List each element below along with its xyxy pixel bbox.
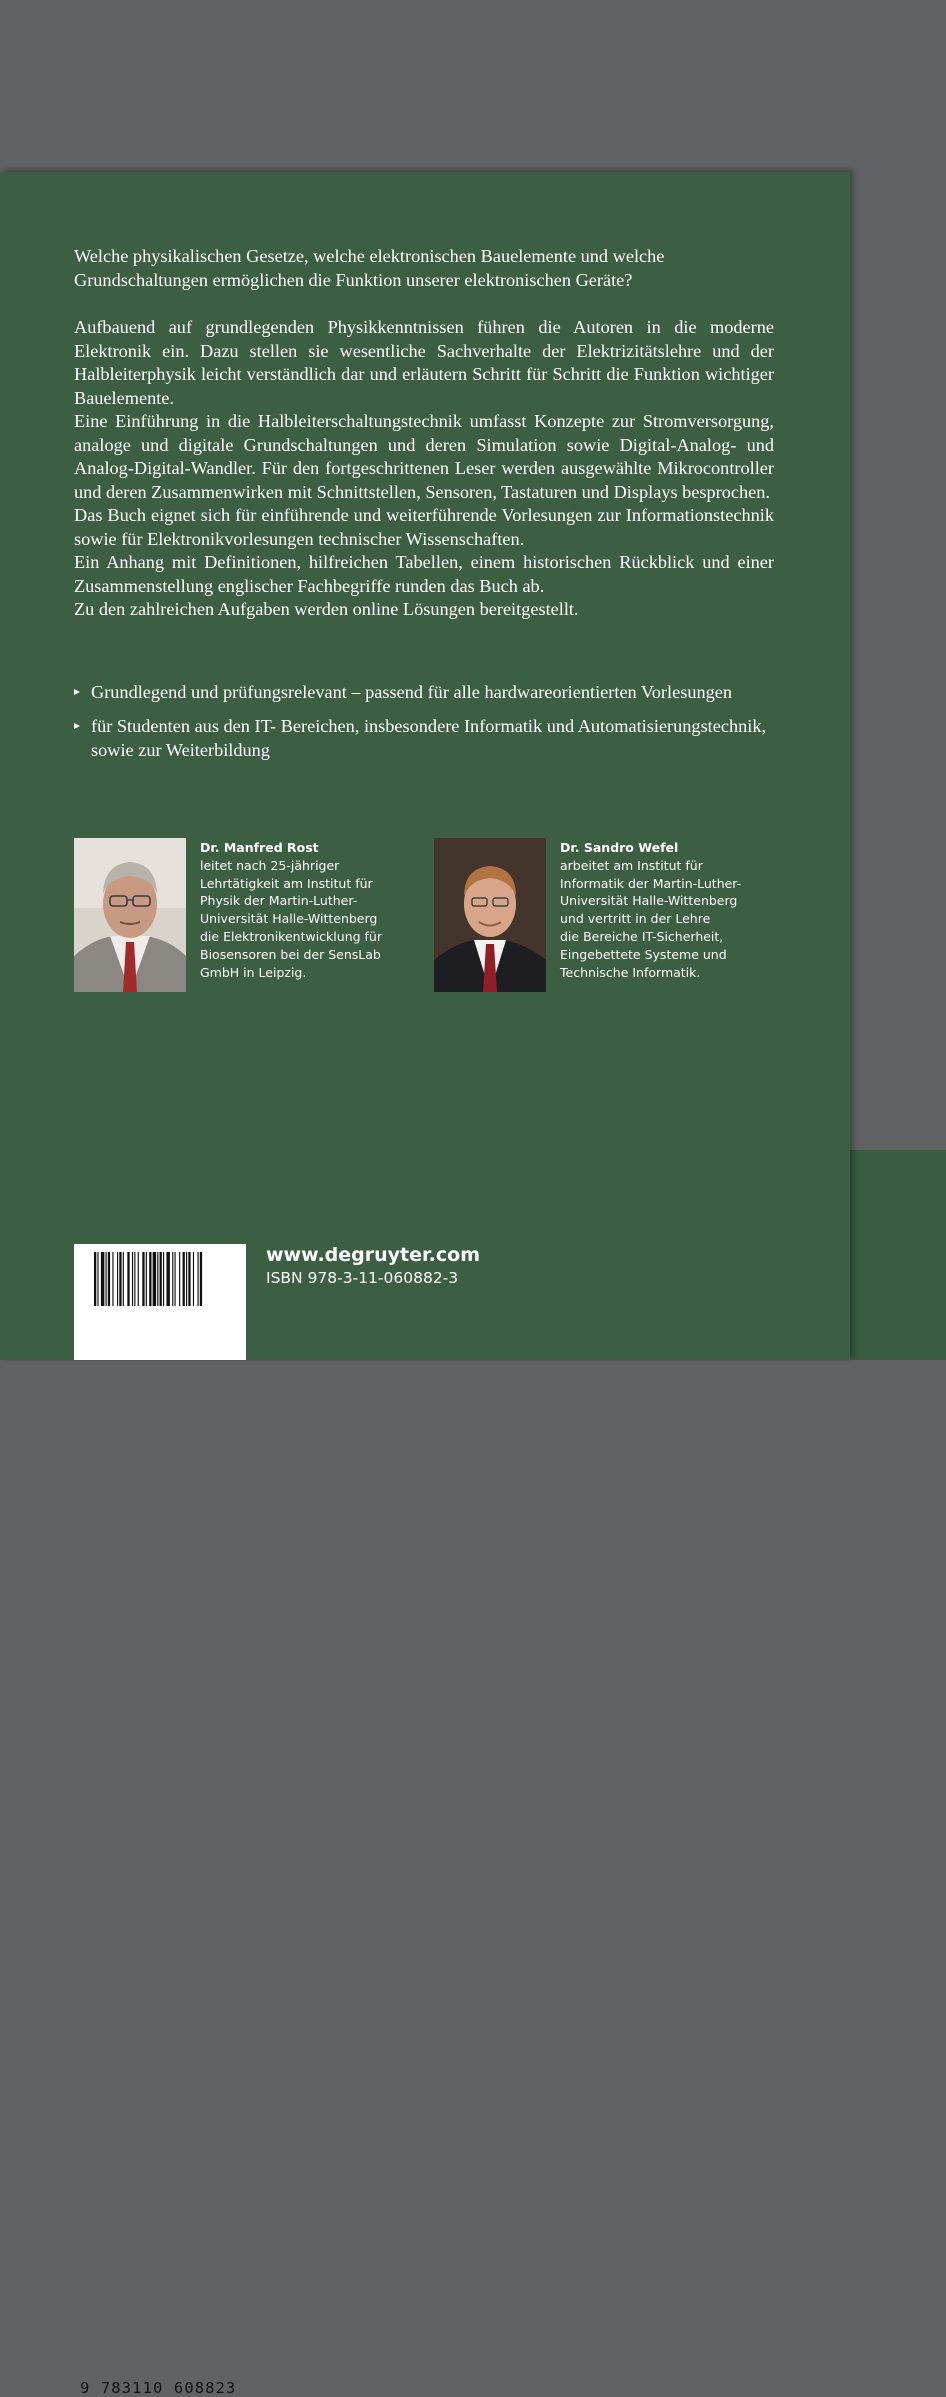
barcode-bar xyxy=(175,1252,176,1306)
isbn-barcode xyxy=(74,1244,246,2397)
barcode-bar xyxy=(179,1252,180,1306)
barcode-bar xyxy=(123,1252,124,1306)
blurb-paragraph: Das Buch eignet sich für einführende und weiterführende Vorlesungen zur Informationstechnik sowie für Elektronikvorlesungen technischer Wissenschaften. xyxy=(74,505,774,549)
author-name: Dr. Sandro Wefel xyxy=(560,840,679,855)
feature-text: für Studenten aus den IT- Bereichen, insbesondere Informatik und Automatisierungstechnik, sowie zur Weiterbildung xyxy=(91,716,767,760)
author-portrait-image xyxy=(74,838,186,992)
barcode-bar xyxy=(163,1252,164,1306)
barcode-bar xyxy=(193,1252,194,1306)
author-bio-line: Physik der Martin-Luther- xyxy=(200,893,358,909)
author-bio-line: GmbH in Leipzig. xyxy=(200,964,307,980)
barcode-bar xyxy=(160,1252,162,1306)
author-bio-line: Eingebettete Systeme und xyxy=(560,946,727,962)
barcode-bar xyxy=(146,1252,147,1306)
barcode-bar xyxy=(138,1252,139,1306)
blurb-paragraph: Aufbauend auf grundlegenden Physikkenntnissen führen die Autoren in die moderne Elektronik ein. Dazu stellen sie wesentliche Sachverhalte der Elektrizitätslehre und der Halbleiterphysik leicht verständlich dar und erläutern Schritt für Schritt die Funktion wichtiger Bauelemente. xyxy=(74,317,774,408)
barcode-digits: 9 783110 608823 xyxy=(80,2379,237,2397)
author-photo-rost xyxy=(74,838,186,992)
feature-item xyxy=(74,714,774,762)
barcode-bar xyxy=(117,1252,118,1306)
author-bio xyxy=(560,839,770,981)
author-bio-line: Technische Informatik. xyxy=(560,964,701,980)
triangle-bullet-icon xyxy=(74,689,80,695)
author-bio-line: leitet nach 25-jähriger xyxy=(200,857,340,873)
intro-question-line: Grundschaltungen ermöglichen die Funktion unserer elektronischen Geräte? xyxy=(74,269,633,290)
barcode-bar xyxy=(166,1252,169,1306)
author-bio-line: Lehrtätigkeit am Institut für xyxy=(200,875,373,891)
side-green-strip xyxy=(850,1150,946,1360)
intro-question-line: Welche physikalischen Gesetze, welche elektronischen Bauelemente und welche xyxy=(74,246,665,266)
feature-text: Grundlegend und prüfungsrelevant – passend für alle hardwareorientierten Vorlesungen xyxy=(91,682,732,702)
barcode-bar xyxy=(183,1252,185,1306)
isbn-number: ISBN 978-3-11-060882-3 xyxy=(266,1269,459,1287)
barcode-bar xyxy=(108,1252,110,1306)
blurb-paragraph: Ein Anhang mit Definitionen, hilfreichen Tabellen, einem historischen Rückblick und einer Zusammenstellung englischer Fachbegriffe runden das Buch ab. xyxy=(74,552,774,596)
author-bio-line: Biosensoren bei der SensLab xyxy=(200,946,381,962)
barcode-bar xyxy=(127,1252,129,1306)
back-cover xyxy=(0,172,850,2397)
author-bio-line: die Bereiche IT-Sicherheit, xyxy=(560,928,724,944)
barcode-bar xyxy=(142,1252,144,1306)
barcode-bar xyxy=(134,1252,135,1306)
barcode-bar xyxy=(119,1252,121,1306)
barcode-bar xyxy=(149,1252,151,1306)
barcode-bar xyxy=(101,1252,104,1306)
barcode-bar xyxy=(186,1252,187,1306)
feature-item xyxy=(74,680,774,704)
barcode-bar xyxy=(198,1252,199,1306)
author-portrait-image xyxy=(434,838,546,992)
feature-list xyxy=(74,680,774,772)
barcode-bar xyxy=(200,1252,202,1306)
intro-question xyxy=(74,245,774,292)
barcode-bar xyxy=(188,1252,190,1306)
author-bio-line: Informatik der Martin-Luther- xyxy=(560,875,742,891)
author-bio-line: Universität Halle-Wittenberg xyxy=(560,893,738,909)
blurb-paragraph: Zu den zahlreichen Aufgaben werden online Lösungen bereitgestellt. xyxy=(74,599,579,619)
barcode-bar xyxy=(112,1252,113,1306)
barcode-bar xyxy=(172,1252,173,1306)
barcode-bar xyxy=(153,1252,156,1306)
publisher-url[interactable]: www.degruyter.com xyxy=(266,1244,480,1266)
barcode-bars xyxy=(74,1244,246,1374)
barcode-bar xyxy=(132,1252,133,1306)
barcode-bar xyxy=(106,1252,107,1306)
author-photo-wefel xyxy=(434,838,546,992)
author-bio xyxy=(200,839,410,981)
barcode-bar xyxy=(94,1252,96,1306)
author-bio-line: arbeitet am Institut für xyxy=(560,857,703,873)
author-bio-line: die Elektronikentwicklung für xyxy=(200,928,382,944)
triangle-bullet-icon xyxy=(74,723,80,729)
author-bio-line: Universität Halle-Wittenberg xyxy=(200,911,378,927)
blurb-paragraph: Eine Einführung in die Halbleiterschaltungstechnik umfasst Konzepte zur Stromversorgung, analoge und digitale Grundschaltungen und deren Simulation sowie Digital-Analog- und Analog-Digital-Wandler. Für den fortgeschrittenen Leser werden ausgewählte Mikrocontroller und deren Zusammenwirken mit Schnittstellen, Sensoren, Tastaturen und Displays besprochen. xyxy=(74,411,774,502)
barcode-bar xyxy=(157,1252,158,1306)
author-name: Dr. Manfred Rost xyxy=(200,840,319,855)
author-bio-line: und vertritt in der Lehre xyxy=(560,911,711,927)
barcode-bar xyxy=(97,1252,98,1306)
blurb xyxy=(74,316,774,622)
